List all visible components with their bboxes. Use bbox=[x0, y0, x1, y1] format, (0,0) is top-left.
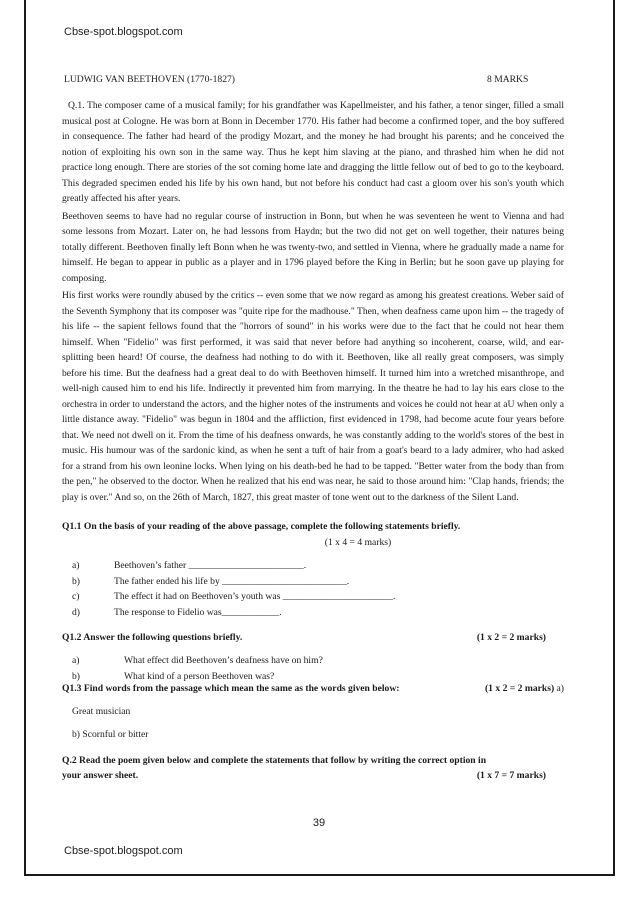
q1-3-item-a: Great musician bbox=[72, 705, 131, 717]
q1-1-list bbox=[62, 558, 564, 620]
q1-3-marks: (1 x 2 = 2 marks) bbox=[484, 682, 555, 694]
q1-3-item-b: b) Scornful or bitter bbox=[72, 729, 149, 740]
q1-3-prompt: Q1.3 Find words from the passage which mean the same as the words given below: bbox=[62, 682, 400, 694]
q1-3-marks-wrap bbox=[485, 681, 564, 697]
q2-prompt-line2: your answer sheet. bbox=[62, 770, 139, 781]
q2-prompt-line1: Q.2 Read the poem given below and complete the statements that follow by writing the correct option in bbox=[62, 754, 487, 766]
passage-marks: 8 MARKS bbox=[487, 74, 529, 85]
q1-2-line bbox=[62, 630, 564, 645]
passage-paragraph-2: Beethoven seems to have had no regular course of instruction in Bonn, but when he was seventeen he went to Vienna and had some lessons from Mozart. Later on, he had lessons from Haydn; but the two did not get on well together, their natures being totally different. Beethoven finally left Bonn when he was twenty-two, and settled in Vienna, where he gradually made a name for himself. He began to appear in public as a player and in 1796 played before the King in Berlin; but he soon gave up playing for composing. bbox=[62, 210, 564, 284]
title-row bbox=[62, 72, 564, 88]
footer-site-text: Cbse-spot.blogspot.com bbox=[64, 845, 183, 857]
list-item: c) The effect it had on Beethoven’s youth was _______________________. bbox=[72, 591, 396, 602]
passage-paragraph-1: Q.1. The composer came of a musical family; for his grandfather was Kapellmeister, and his father, a tenor singer, filled a small musical post at Cologne. He was born at Bonn in December 1770. His father had become a confirmed toper, and the boy suffered in consequence. The father had heard of the prodigy Mozart, and the money he had brought his parents; and he conceived the notion of exploiting his own son in the same way. Thus he kept him slaving at the piano, and thrashed him when he did not practice long enough. There are stories of the sot coming home late and dragging the little fellow out of bed to go to the keyboard. This degraded specimen ended his life by his own hand, but not before his conduct had cast a gloom over his son's youth which greatly affected his after years. bbox=[62, 100, 564, 204]
list-item: a) Beethoven’s father ________________________. bbox=[72, 560, 307, 571]
passage-title: LUDWIG VAN BEETHOVEN (1770-1827) bbox=[64, 74, 235, 85]
list-item: a) What effect did Beethoven’s deafness have on him? bbox=[72, 655, 323, 666]
q2-line2 bbox=[62, 768, 564, 783]
list-item: b) The father ended his life by __________________________. bbox=[72, 575, 350, 587]
q1-3-trailing: a) bbox=[556, 682, 564, 694]
list-item: d) The response to Fidelio was____________. bbox=[72, 606, 282, 618]
q1-2-marks: (1 x 2 = 2 marks) bbox=[476, 632, 546, 643]
list-item: b) What kind of a person Beethoven was? bbox=[72, 670, 275, 682]
q2-marks: (1 x 7 = 7 marks) bbox=[476, 770, 546, 781]
q1-2-list bbox=[62, 653, 564, 681]
document-body bbox=[62, 72, 564, 783]
q1-1-prompt: Q1.1 On the basis of your reading of the above passage, complete the following statements briefly. bbox=[62, 521, 461, 532]
q1-2-prompt: Q1.2 Answer the following questions briefly. bbox=[62, 632, 243, 643]
header-site-text: Cbse-spot.blogspot.com bbox=[64, 26, 183, 38]
page-number: 39 bbox=[312, 817, 326, 829]
passage-paragraph-3: His first works were roundly abused by the critics -- even some that we now regard as among his greatest creations. Weber said of the Seventh Symphony that its composer was "quite ripe for the madhouse." Then, when deafness came upon him -- the tragedy of his life -- the sapient fellows found that the "horrors of sound" in his works were due to the fact that he could not hear them himself. When "Fidelio" was first performed, it was said that never before had anything so incoherent, coarse, wild, and ear-splitting been heard! Of course, the deafness had nothing to do with it. Beethoven, like all really great composers, was simply before his time. But the deafness had a great deal to do with Beethoven himself. It turned him into a wretched misanthrope, and well-nigh caused him to end his life. Indirectly it prevented him from marrying. In the theatre he had to lay his ears close to the orchestra in order to understand the actors, and the higher notes of the instruments and voices he could not hear at aU when only a little distance away. "Fidelio" was begun in 1804 and the affliction, first evidenced in 1798, had become acute four years before that. We need not dwell on it. From the time of his deafness onwards, he was constantly adding to the world's stores of the best in music. His humour was of the sardonic kind, as when he sent a tuft of hair from a goat's beard to a lady admirer, who had asked for a strand from his own leonine locks. When lying on his death-bed he had to be tapped. "Better water from the body than from the pen," he observed to the doctor. When he realized that his end was near, he said to those around him: "Clap hands, friends; the play is over." And so, on the 26th of March, 1827, this great master of tone went out to the darkness of the Silent Land. bbox=[62, 290, 564, 503]
q1-1-marks: (1 x 4 = 4 marks) bbox=[324, 536, 392, 548]
q1-3-line bbox=[62, 681, 564, 696]
